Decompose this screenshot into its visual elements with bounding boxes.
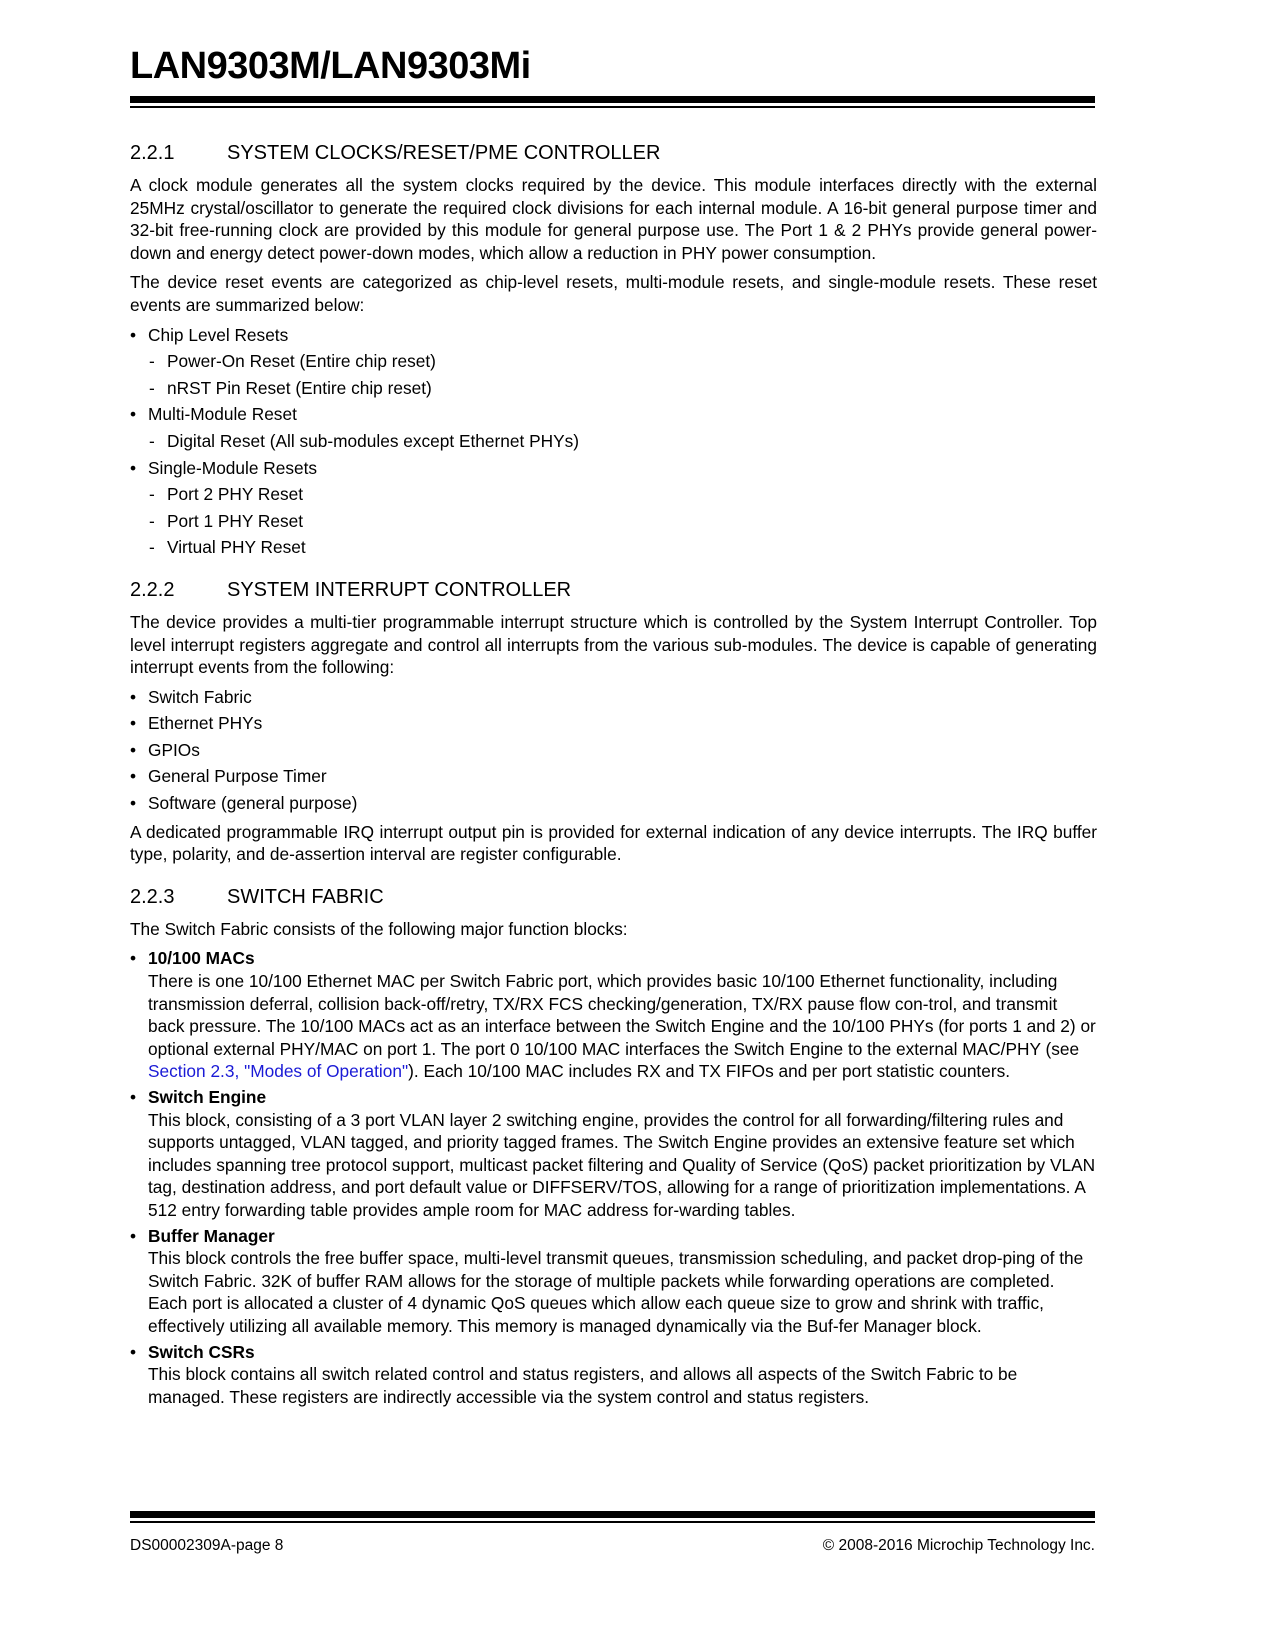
block-title: • Switch CSRs [148, 1341, 255, 1362]
block-description: This block controls the free buffer space, multi-level transmit queues, transmission scheduling, and packet drop-ping of the Switch Fabric. 32K of buffer RAM allows for the storage of multiple packets while forwarding operations are completed. Each port is allocated a cluster of 4 dynamic QoS queues which allow each queue size to grow and shrink with traffic, effectively utilizing all available memory. This memory is managed dynamically via the Buf-fer Manager block. [148, 1248, 1084, 1336]
function-block-switch-engine [130, 1086, 1097, 1222]
sub-list [148, 483, 1097, 559]
block-title: • 10/100 MACs [148, 948, 255, 969]
list-item [130, 457, 1097, 559]
reset-list [130, 324, 1097, 559]
function-block-switch-csrs [130, 1341, 1097, 1409]
section-title: SWITCH FABRIC [227, 885, 384, 908]
footer-rule-thick [130, 1511, 1095, 1518]
sub-list-item: - Port 2 PHY Reset [148, 483, 1097, 506]
paragraph: The Switch Fabric consists of the following major function blocks: [130, 918, 628, 939]
copyright: © 2008-2016 Microchip Technology Inc. [822, 1537, 1095, 1554]
sub-list [148, 430, 1097, 453]
paragraph: A clock module generates all the system clocks required by the device. This module interfaces directly with the external 25MHz crystal/oscillator to generate the required clock divisions for each internal module. A 16-bit general purpose timer and 32-bit free-running clock are provided by this module for general purpose use. The Port 1 & 2 PHYs provide general power-down and energy detect power-down modes, which allow a reduction in PHY power consumption. [130, 175, 1097, 263]
paragraph: The device reset events are categorized as chip-level resets, multi-module resets, and single-module resets. These reset events are summarized below: [130, 272, 1097, 315]
section-link[interactable]: Section 2.3, "Modes of Operation" [148, 1061, 409, 1082]
list-item: • Software (general purpose) [130, 792, 1097, 815]
sub-list-item: - Power-On Reset (Entire chip reset) [148, 350, 1097, 373]
header-rule-thick [130, 96, 1095, 103]
section-heading [130, 884, 1097, 910]
sub-list-item: - Port 1 PHY Reset [148, 510, 1097, 533]
list-item: • Switch Fabric [130, 686, 1097, 709]
description-text: ). Each 10/100 MAC includes RX and TX FIFOs and per port statistic counters. [408, 1061, 1011, 1082]
block-description [148, 970, 1097, 1083]
page-content [130, 140, 1097, 1411]
block-title: • Switch Engine [148, 1087, 267, 1107]
sub-list-item: - Virtual PHY Reset [148, 536, 1097, 559]
list-item [130, 324, 1097, 400]
page-header [130, 44, 1095, 88]
paragraph: The device provides a multi-tier programmable interrupt structure which is controlled by the System Interrupt Controller. Top level interrupt registers aggregate and control all interrupts from the various sub-modules. The device is capable of generating interrupt events from the following: [130, 611, 1097, 678]
section-title: SYSTEM CLOCKS/RESET/PME CONTROLLER [227, 142, 661, 164]
section-heading [130, 577, 1097, 603]
document-title: LAN9303M/LAN9303Mi [130, 45, 531, 87]
footer-rule-thin [130, 1521, 1095, 1523]
document-page-number: DS00002309A-page 8 [130, 1537, 284, 1554]
page-footer [130, 1537, 1095, 1555]
list-item [130, 403, 1097, 452]
sub-list [148, 350, 1097, 399]
list-item-label: Multi-Module Reset [148, 404, 297, 425]
interrupt-source-list [130, 686, 1097, 815]
section-number: 2.2.3 [130, 885, 175, 908]
header-rule-thin [130, 106, 1095, 108]
block-description: This block, consisting of a 3 port VLAN layer 2 switching engine, provides the control for all forwarding/filtering rules and supports untagged, VLAN tagged, and priority tagged frames. The Switch Engine provides an extensive feature set which includes spanning tree protocol support, multicast packet filtering and Quality of Service (QoS) packet prioritization by VLAN tag, destination address, and port default value or DIFFSERV/TOS, allowing for a range of prioritization implementations. A 512 entry forwarding table provides ample room for MAC address for-warding tables. [148, 1109, 1096, 1220]
section-number: 2.2.1 [130, 142, 175, 164]
section-2-2-2 [130, 577, 1097, 866]
section-heading [130, 140, 1097, 166]
list-item: • Ethernet PHYs [130, 712, 1097, 735]
list-item-label: Single-Module Resets [148, 457, 318, 478]
function-block-macs [130, 947, 1097, 1083]
block-title: • Buffer Manager [148, 1225, 275, 1246]
list-item-label: Chip Level Resets [148, 324, 289, 345]
block-description: This block contains all switch related control and status registers, and allows all aspects of the Switch Fabric to be managed. These registers are indirectly accessible via the system control and status registers. [148, 1364, 1018, 1407]
description-text: There is one 10/100 Ethernet MAC per Switch Fabric port, which provides basic 10/100 Ethernet functionality, including transmission deferral, collision back-off/retry, TX/RX FCS checking/generation, TX/RX pause flow con-trol, and transmit back pressure. The 10/100 MACs act as an interface between the Switch Engine and the 10/100 PHYs (for ports 1 and 2) or optional external PHY/MAC on port 1. The port 0 10/100 MAC interfaces the Switch Engine to the external MAC/PHY (see [148, 971, 1096, 1059]
sub-list-item: - Digital Reset (All sub-modules except Ethernet PHYs) [148, 430, 1097, 453]
function-block-buffer-manager [130, 1225, 1097, 1338]
section-2-2-3 [130, 884, 1097, 1408]
paragraph: A dedicated programmable IRQ interrupt output pin is provided for external indication of any device interrupts. The IRQ buffer type, polarity, and de-assertion interval are register configurable. [130, 821, 1097, 865]
sub-list-item: - nRST Pin Reset (Entire chip reset) [148, 377, 1097, 400]
list-item: • General Purpose Timer [130, 765, 1097, 788]
section-2-2-1 [130, 140, 1097, 559]
function-block-list [130, 947, 1097, 1408]
list-item: • GPIOs [130, 739, 1097, 762]
section-number: 2.2.2 [130, 578, 175, 601]
section-title: SYSTEM INTERRUPT CONTROLLER [227, 578, 572, 601]
